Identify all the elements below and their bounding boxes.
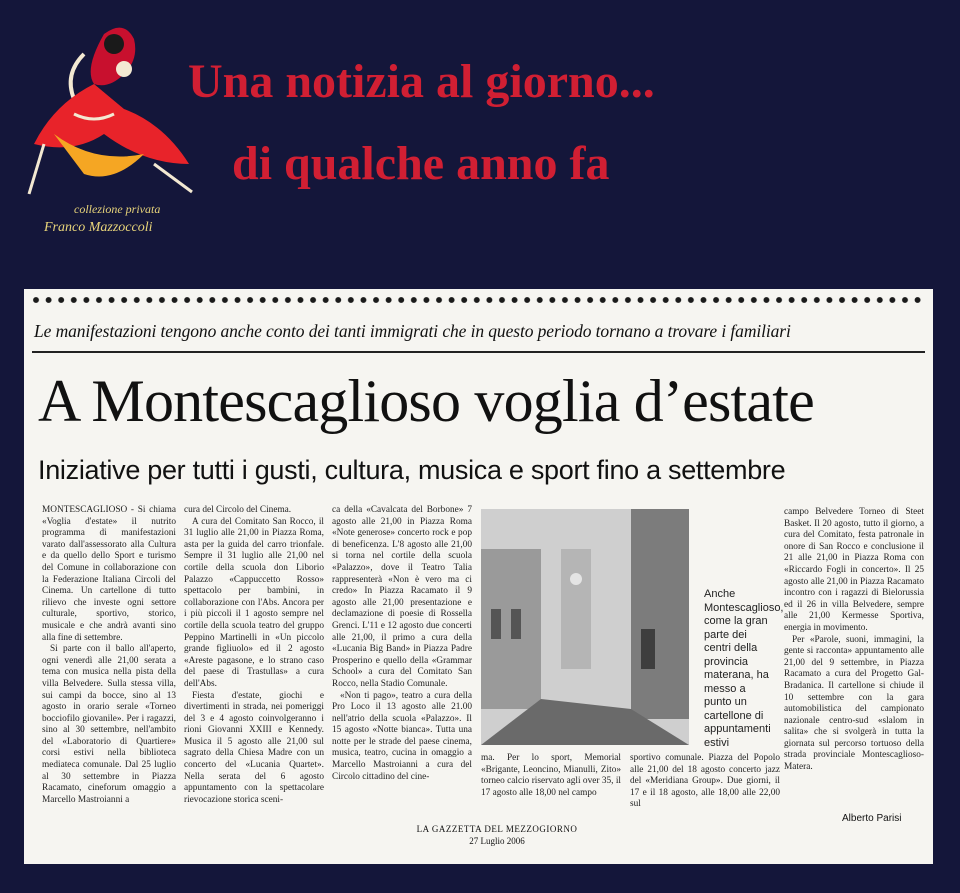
article-column-5: sportivo comunale. Piazza del Popolo alle 21,00 del 18 agosto concerto jazz del «Meridiana Group». Due giorni, il 17 e il 18 agosto, alle 18,00 alle 22,00 sul [630, 753, 780, 810]
article-author: Alberto Parisi [842, 813, 902, 824]
article-subtitle: Iniziative per tutti i gusti, cultura, musica e sport fino a settembre [38, 455, 786, 485]
article-column-6 [784, 507, 924, 774]
paragraph: MONTESCAGLIOSO - Si chiama «Voglia d'estate» il nutrito programma di manifestazioni varato dall'assessorato alla Cultura e da quello dello Sport e turismo del Comune in collaborazione con la Federazione Italiana Circoli del Cinema. Un cartellone di tutto rilievo che investe ogni settore culturale, sportivo, storico, musicale e che andrà avanti sino alla fine di settembre. [42, 505, 176, 643]
dancer-logo [14, 14, 199, 234]
dotted-rule [32, 295, 925, 305]
article-column-1 [42, 505, 176, 806]
article-column-3 [332, 505, 472, 783]
article-kicker: Le manifestazioni tengono anche conto dei tanti immigrati che in questo periodo tornano a trovare i familiari [34, 321, 791, 341]
article-column-4: ma. Per lo sport, Memorial «Brigante, Leoncino, Mianulli, Zito» torneo calcio riservato agli over 35, il 17 agosto alle 18,00 nel campo [481, 753, 621, 798]
publication-date: 27 Luglio 2006 [469, 836, 525, 846]
paragraph: campo Belvedere Torneo di Steet Basket. Il 20 agosto, tutto il giorno, a cura del Comitato, festa patronale in onore di San Rocco e conclusione il 21 alle 21,00 in Piazza Roma con «Riccardo Fogli in concerto». Il 25 agosto alle 21,00 in Piazza Racamato incontro con i ragazzi di Bielorussia ed il 26 in villa Belvedere, sempre alle 21,00 Kermesse Sportiva, energia in movimento. [784, 507, 924, 633]
paragraph: cura del Circolo del Cinema. [184, 505, 292, 515]
newspaper-clipping [24, 289, 933, 864]
paragraph: Si parte con il ballo all'aperto, ogni venerdì alle 21,00 serata a tema con musica nella pista della villa Belvedere. Sulla stessa villa, sui campi da bocce, sino al 13 agosto in orario serale «Torneo bocciofilo giovanile». Per i ragazzi, sino al 30 settembre, nell'ambito del «Laboratorio di Quartiere» corsi estivi nella biblioteca mediateca comunale. Dal 25 luglio al 30 settembre in Piazza Racamato, cineforum omaggio a Marcello Mastroianni a [42, 644, 176, 805]
divider [32, 351, 925, 353]
article-title: A Montescaglioso voglia d’estate [38, 368, 814, 434]
article-column-2 [184, 505, 324, 806]
paragraph: ca della «Cavalcata del Borbone» 7 agosto alle 21,00 in Piazza Roma «Note generose» concerto rock e pop di beneficenza. L'8 agosto alle 21,00 si torna nel cortile della scuola «Palazzo», dove il Teatro Talia rappresenterà «Non è vero ma ci credo» In Piazza Racamato il 9 agosto alle 21,00 presentazione e declamazione di poesie di Rossella Grenci. L'11 e 12 agosto due concerti alle 21,00, il primo a cura della «Lucania Big Band» in Piazza Padre Prosperino e quello della «Grammar School» a cura del Comitato San Rocco, nella Stadio Comunale. [332, 505, 472, 689]
paragraph: Per «Parole, suoni, immagini, la gente si racconta» appuntamento alle 21,00 del 9 settembre, in Piazza Racamato a cura del Progetto Gal-Bradanica. Il cartellone si chiude il 10 settembre con la gara automobilistica del campionato nazionale centro-sud «slalom in salita» che si svolgerà in tutta la giornata sul percorso tortuoso della strada provinciale Montescaglioso-Matera. [784, 634, 924, 773]
page-headline-line1: Una notizia al giorno... [188, 55, 655, 108]
logo-caption-owner: Franco Mazzoccoli [44, 220, 153, 235]
paragraph: Fiesta d'estate, giochi e divertimenti in strada, nei pomeriggi del 3 e 4 agosto coinvolgeranno i rioni Giovanni XXIII e Kennedy. Musica il 5 agosto alle 21,00 sul sagrato della Chiesa Madre con un concerto del «Lucania Quartet». Nella serata del 6 agosto appuntamento con la spettacolare rievocazione storica sceni- [184, 690, 324, 805]
page-headline-line2: di qualche anno fa [232, 137, 610, 190]
newspaper-masthead: LA GAZZETTA DEL MEZZOGIORNO [416, 824, 578, 834]
dancer-logo-icon [14, 14, 199, 204]
paragraph: A cura del Comitato San Rocco, il 31 luglio alle 21,00 in Piazza Roma, asta per la guida del carro trionfale. Sempre il 31 luglio alle 21,00 nel cortile della scuola don Liborio Palazzo «Cappuccetto Rosso» spettacolo per bambini, in collaborazione con l'Abs. Ancora per i più piccoli il 1 agosto sempre nel cortile della scuola teatro del gruppo Peppino Martinelli in «Un piccolo grande figliuolo» ed il 2 agosto «Areste pagasone, e lo strano caso del paese di Trastullas» a cura dell'Abs. [184, 516, 324, 689]
photo-caption: Anche Montescaglioso, come la gran parte dei centri della provincia materana, ha messo a punto un cartellone di appuntamenti estivi [704, 588, 784, 749]
street-photo-image [481, 509, 689, 745]
street-photo [481, 509, 689, 745]
logo-caption-collection: collezione privata [74, 202, 161, 216]
paragraph: «Non ti pago», teatro a cura della Pro Loco il 13 agosto alle 21.00 nell'atrio della scuola «Palazzo». Il 15 agosto «Notte bianca». Tutta una notte per le strade del paese cinema, musica, teatro, cucina in omaggio a Marcello Mastroianni a cura del Circolo cittadino del cine- [332, 690, 472, 782]
